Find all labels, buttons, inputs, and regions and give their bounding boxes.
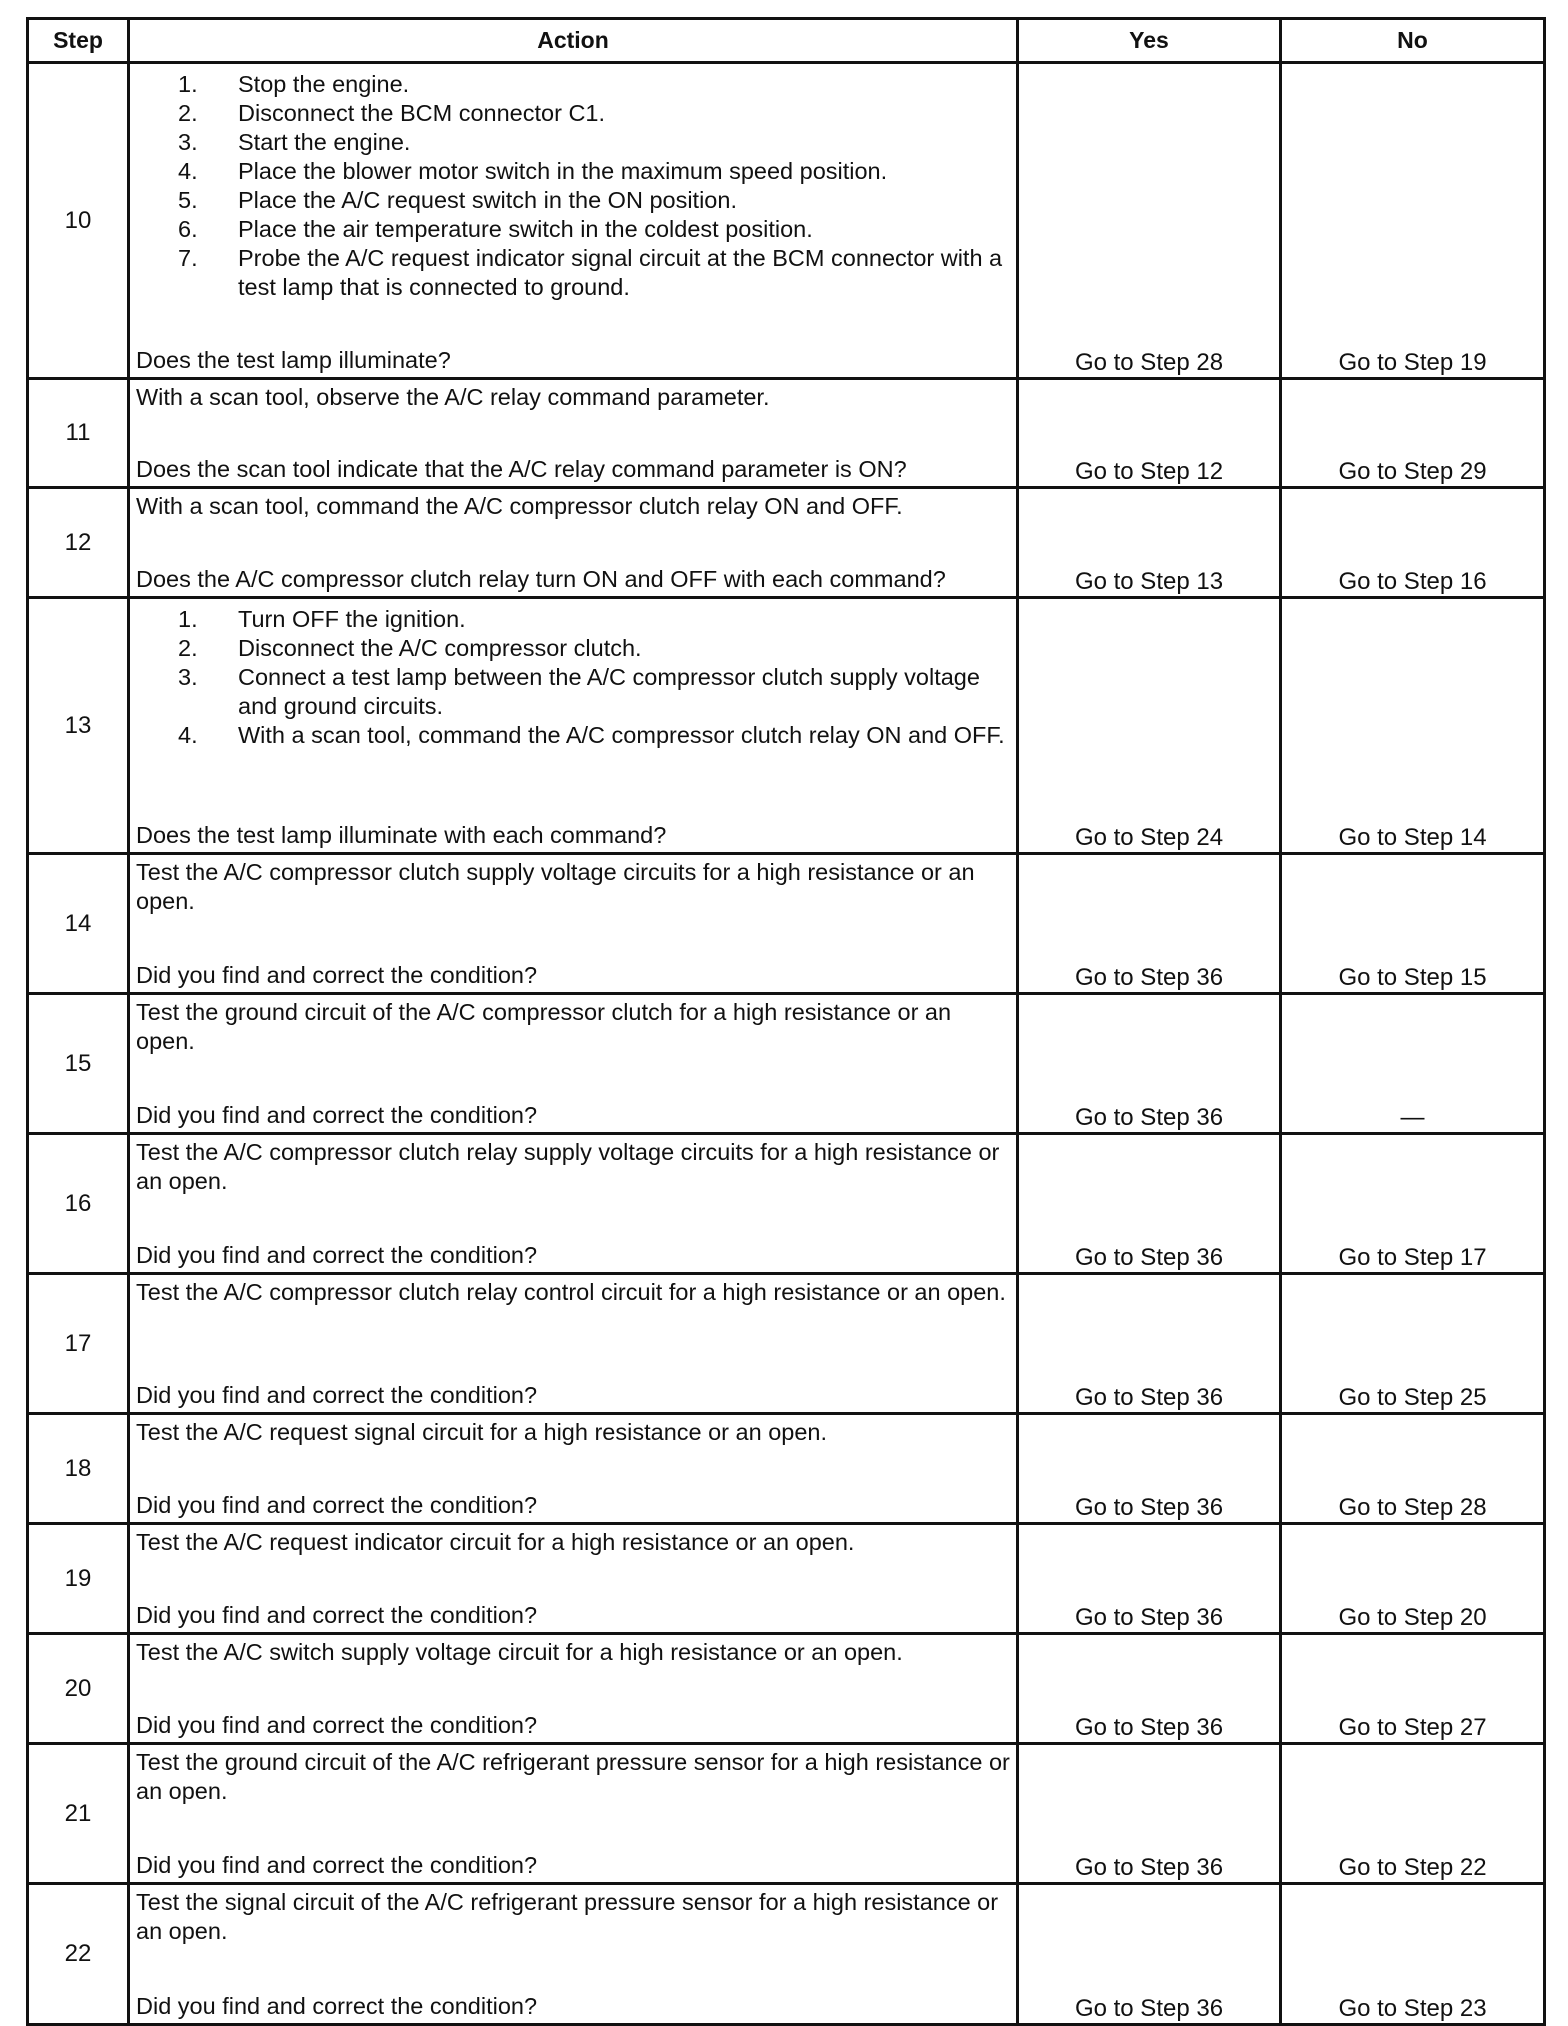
header-yes: Yes <box>1018 19 1281 63</box>
step-text: Stop the engine. <box>238 71 410 97</box>
step-text: Connect a test lamp between the A/C compressor clutch supply voltage and ground circuits. <box>238 664 980 719</box>
yes-result: Go to Step 36 <box>1018 1634 1281 1744</box>
header-row <box>28 19 1545 63</box>
instruction-text: Test the A/C switch supply voltage circuit for a high resistance or an open. <box>136 1639 903 1665</box>
step-index: 5. <box>178 187 198 213</box>
action-cell <box>129 1634 1018 1744</box>
action-content <box>130 599 1016 852</box>
question-text: Did you find and correct the condition? <box>136 1602 538 1628</box>
table-row <box>28 1274 1545 1414</box>
action-cell <box>129 854 1018 994</box>
table-row <box>28 379 1545 488</box>
instruction-text: Test the A/C request indicator circuit for a high resistance or an open. <box>136 1529 855 1555</box>
step-text: Place the A/C request switch in the ON position. <box>238 187 737 213</box>
question-text: Did you find and correct the condition? <box>136 1102 538 1128</box>
no-result: Go to Step 17 <box>1281 1134 1545 1274</box>
table-row <box>28 63 1545 379</box>
action-content <box>130 995 1016 1132</box>
step-text: Turn OFF the ignition. <box>238 606 466 632</box>
step-text: Probe the A/C request indicator signal circuit at the BCM connector with a test lamp that is connected to ground. <box>238 245 1003 300</box>
question-text: Did you find and correct the condition? <box>136 1382 538 1408</box>
no-result: Go to Step 23 <box>1281 1884 1545 2025</box>
table-row <box>28 854 1545 994</box>
step-index: 3. <box>178 664 198 690</box>
step-number: 17 <box>28 1274 129 1414</box>
procedure-steps <box>136 70 1010 302</box>
action-cell <box>129 598 1018 854</box>
action-content <box>130 1415 1016 1522</box>
action-content <box>130 489 1016 596</box>
table-row <box>28 994 1545 1134</box>
yes-result: Go to Step 36 <box>1018 1884 1281 2025</box>
question-text: Does the A/C compressor clutch relay turn ON and OFF with each command? <box>136 566 946 592</box>
procedure-step <box>178 70 1010 99</box>
no-result: Go to Step 27 <box>1281 1634 1545 1744</box>
action-content <box>130 1635 1016 1742</box>
procedure-step <box>178 128 1010 157</box>
no-result: Go to Step 16 <box>1281 488 1545 598</box>
procedure-step <box>178 663 1010 721</box>
step-index: 1. <box>178 71 198 97</box>
header-no: No <box>1281 19 1545 63</box>
table-row <box>28 1134 1545 1274</box>
step-index: 6. <box>178 216 198 242</box>
step-number: 11 <box>28 379 129 488</box>
action-content <box>130 64 1016 377</box>
step-index: 2. <box>178 100 198 126</box>
instruction-text: Test the A/C compressor clutch relay control circuit for a high resistance or an open. <box>136 1279 1006 1305</box>
step-index: 3. <box>178 129 198 155</box>
yes-result: Go to Step 36 <box>1018 994 1281 1134</box>
diagnostic-table <box>26 17 1546 2026</box>
no-result: Go to Step 19 <box>1281 63 1545 379</box>
no-result: Go to Step 14 <box>1281 598 1545 854</box>
action-content <box>130 855 1016 992</box>
procedure-step <box>178 634 1010 663</box>
yes-result: Go to Step 13 <box>1018 488 1281 598</box>
no-result: Go to Step 15 <box>1281 854 1545 994</box>
no-result: Go to Step 28 <box>1281 1414 1545 1524</box>
header-step: Step <box>28 19 129 63</box>
step-number: 18 <box>28 1414 129 1524</box>
step-number: 22 <box>28 1884 129 2025</box>
table-row <box>28 598 1545 854</box>
yes-result: Go to Step 36 <box>1018 1524 1281 1634</box>
table-body <box>28 63 1545 2025</box>
question-text: Did you find and correct the condition? <box>136 1712 538 1738</box>
step-number: 19 <box>28 1524 129 1634</box>
action-content <box>130 1745 1016 1882</box>
step-number: 20 <box>28 1634 129 1744</box>
step-text: Place the air temperature switch in the coldest position. <box>238 216 813 242</box>
procedure-step <box>178 244 1010 302</box>
action-cell <box>129 1884 1018 2025</box>
step-text: Disconnect the BCM connector C1. <box>238 100 606 126</box>
table-row <box>28 1524 1545 1634</box>
question-text: Did you find and correct the condition? <box>136 1242 538 1268</box>
header-action: Action <box>129 19 1018 63</box>
procedure-step <box>178 186 1010 215</box>
yes-result: Go to Step 36 <box>1018 1134 1281 1274</box>
procedure-step <box>178 99 1010 128</box>
action-cell <box>129 1274 1018 1414</box>
step-index: 4. <box>178 722 198 748</box>
table-row <box>28 1884 1545 2025</box>
step-index: 7. <box>178 245 198 271</box>
question-text: Did you find and correct the condition? <box>136 1993 538 2019</box>
table-row <box>28 1634 1545 1744</box>
question-text: Does the test lamp illuminate with each command? <box>136 822 667 848</box>
question-text: Does the scan tool indicate that the A/C relay command parameter is ON? <box>136 456 907 482</box>
action-cell <box>129 63 1018 379</box>
action-content <box>130 380 1016 486</box>
action-cell <box>129 379 1018 488</box>
table-row <box>28 1414 1545 1524</box>
step-number: 16 <box>28 1134 129 1274</box>
no-result: Go to Step 22 <box>1281 1744 1545 1884</box>
procedure-step <box>178 721 1010 750</box>
instruction-text: Test the A/C request signal circuit for a high resistance or an open. <box>136 1419 828 1445</box>
yes-result: Go to Step 36 <box>1018 1274 1281 1414</box>
action-cell <box>129 1414 1018 1524</box>
instruction-text: Test the signal circuit of the A/C refrigerant pressure sensor for a high resistance or an open. <box>136 1889 999 1944</box>
step-text: Place the blower motor switch in the maximum speed position. <box>238 158 888 184</box>
no-result: Go to Step 25 <box>1281 1274 1545 1414</box>
yes-result: Go to Step 36 <box>1018 1744 1281 1884</box>
action-cell <box>129 994 1018 1134</box>
action-cell <box>129 488 1018 598</box>
procedure-step <box>178 605 1010 634</box>
table-row <box>28 488 1545 598</box>
instruction-text: With a scan tool, observe the A/C relay command parameter. <box>136 384 770 410</box>
step-text: With a scan tool, command the A/C compressor clutch relay ON and OFF. <box>238 722 1005 748</box>
step-number: 12 <box>28 488 129 598</box>
action-content <box>130 1135 1016 1272</box>
question-text: Did you find and correct the condition? <box>136 1492 538 1518</box>
step-number: 15 <box>28 994 129 1134</box>
yes-result: Go to Step 28 <box>1018 63 1281 379</box>
step-number: 10 <box>28 63 129 379</box>
action-cell <box>129 1744 1018 1884</box>
action-content <box>130 1525 1016 1632</box>
yes-result: Go to Step 36 <box>1018 1414 1281 1524</box>
action-content <box>130 1275 1016 1412</box>
instruction-text: Test the ground circuit of the A/C compressor clutch for a high resistance or an open. <box>136 999 952 1054</box>
yes-result: Go to Step 36 <box>1018 854 1281 994</box>
instruction-text: Test the A/C compressor clutch relay supply voltage circuits for a high resistance or an open. <box>136 1139 1000 1194</box>
procedure-steps <box>136 605 1010 750</box>
step-index: 4. <box>178 158 198 184</box>
step-number: 13 <box>28 598 129 854</box>
instruction-text: Test the ground circuit of the A/C refrigerant pressure sensor for a high resistance or an open. <box>136 1749 1010 1804</box>
instruction-text: Test the A/C compressor clutch supply voltage circuits for a high resistance or an open. <box>136 859 975 914</box>
question-text: Did you find and correct the condition? <box>136 1852 538 1878</box>
no-result: Go to Step 29 <box>1281 379 1545 488</box>
question-text: Did you find and correct the condition? <box>136 962 538 988</box>
no-result: — <box>1281 994 1545 1134</box>
step-text: Start the engine. <box>238 129 411 155</box>
action-content <box>130 1885 1016 2023</box>
action-cell <box>129 1524 1018 1634</box>
step-number: 21 <box>28 1744 129 1884</box>
step-index: 1. <box>178 606 198 632</box>
instruction-text: With a scan tool, command the A/C compressor clutch relay ON and OFF. <box>136 493 903 519</box>
step-number: 14 <box>28 854 129 994</box>
procedure-step <box>178 215 1010 244</box>
yes-result: Go to Step 24 <box>1018 598 1281 854</box>
procedure-step <box>178 157 1010 186</box>
action-cell <box>129 1134 1018 1274</box>
question-text: Does the test lamp illuminate? <box>136 347 451 373</box>
yes-result: Go to Step 12 <box>1018 379 1281 488</box>
step-text: Disconnect the A/C compressor clutch. <box>238 635 642 661</box>
step-index: 2. <box>178 635 198 661</box>
table-row <box>28 1744 1545 1884</box>
no-result: Go to Step 20 <box>1281 1524 1545 1634</box>
